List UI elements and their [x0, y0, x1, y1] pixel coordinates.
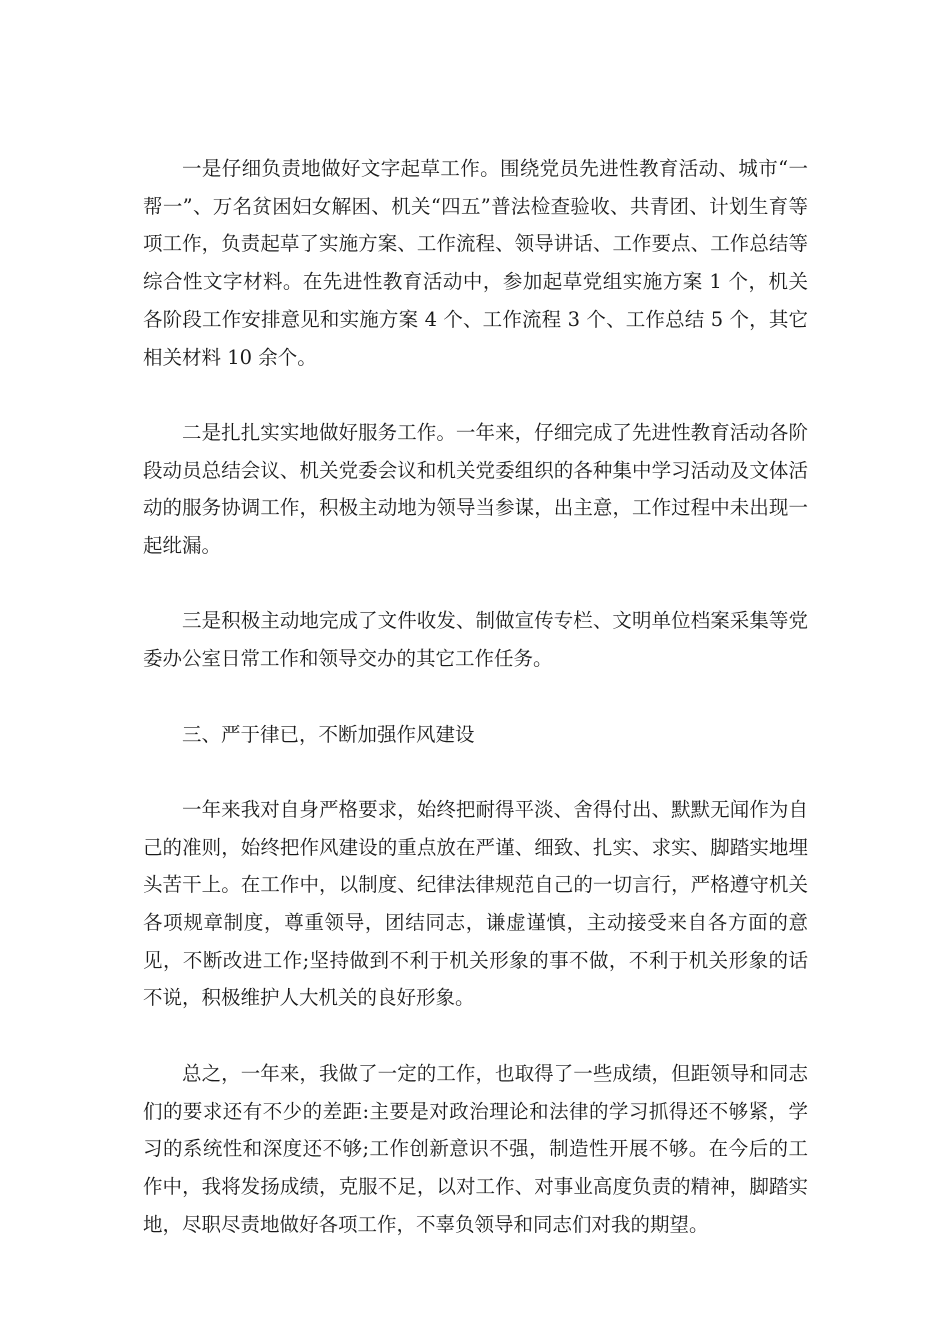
document-body: [143, 150, 808, 1243]
paragraph-spacer: [143, 678, 808, 716]
paragraph-service-work: 二是扎扎实实地做好服务工作。一年来，仔细完成了先进性教育活动各阶段动员总结会议、机关党委会议和机关党委组织的各种集中学习活动及文体活动的服务协调工作，积极主动地为领导当参谋，出主意，工作过程中未出现一起纰漏。: [143, 420, 808, 558]
paragraph-summary: 总之，一年来，我做了一定的工作，也取得了一些成绩，但距领导和同志们的要求还有不少的差距:主要是对政治理论和法律的学习抓得还不够紧，学习的系统性和深度还不够;工作创新意识不强，制造性开展不够。在今后的工作中，我将发扬成绩，克服不足，以对工作、对事业高度负责的精神，脚踏实地，尽职尽责地做好各项工作，不辜负领导和同志们对我的期望。: [143, 1061, 808, 1236]
paragraph-daily-tasks: 三是积极主动地完成了文件收发、制做宣传专栏、文明单位档案采集等党委办公室日常工作和领导交办的其它工作任务。: [143, 609, 808, 671]
section-heading-conduct: 三、严于律已，不断加强作风建设: [182, 722, 475, 746]
paragraph-drafting-work: 一是仔细负责地做好文字起草工作。围绕党员先进性教育活动、城市“一帮一”、万名贫困妇女解困、机关“四五”普法检查验收、共青团、计划生育等项工作，负责起草了实施方案、工作流程、领导讲话、工作要点、工作总结等综合性文字材料。在先进性教育活动中，参加起草党组实施方案 1 个，机关各阶段工作安排意见和实施方案 4 个、工作流程 3 个、工作总结 5 个，其它相关材料 10 余个。: [143, 157, 808, 369]
paragraph-spacer: [143, 1017, 808, 1055]
paragraph-spacer: [143, 565, 808, 603]
paragraph-spacer: [143, 376, 808, 414]
paragraph-self-discipline: 一年来我对自身严格要求，始终把耐得平淡、舍得付出、默默无闻作为自己的准则，始终把作风建设的重点放在严谨、细致、扎实、求实、脚踏实地埋头苦干上。在工作中，以制度、纪律法律规范自己的一切言行，严格遵守机关各项规章制度，尊重领导，团结同志，谦虚谨慎，主动接受来自各方面的意见，不断改进工作;坚持做到不利于机关形象的事不做，不利于机关形象的话不说，积极维护人大机关的良好形象。: [143, 797, 808, 1010]
paragraph-spacer: [143, 753, 808, 791]
